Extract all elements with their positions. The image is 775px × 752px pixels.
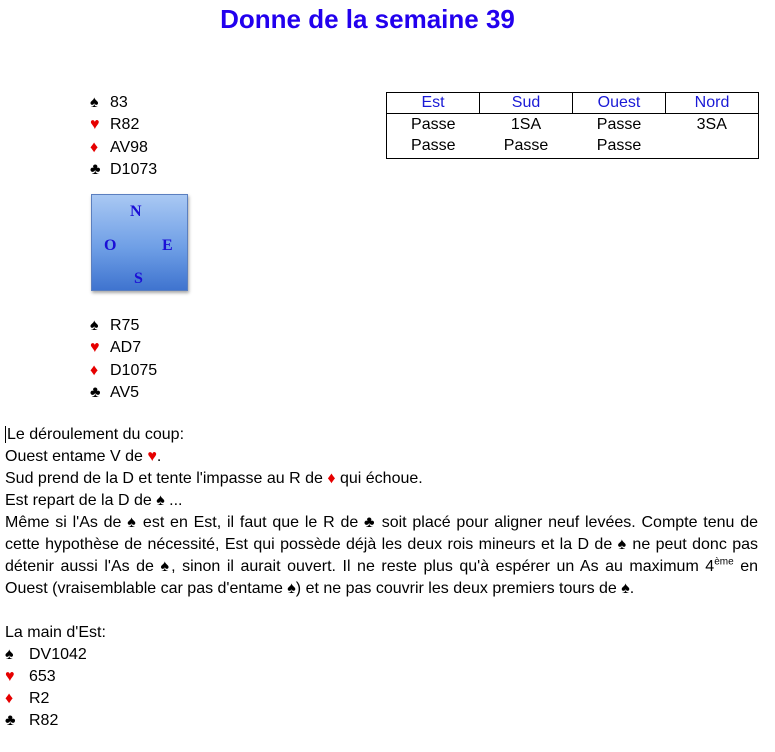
east-clubs-row <box>5 710 758 732</box>
club-icon: ♣ <box>90 161 101 179</box>
diamond-icon: ♦ <box>327 470 336 487</box>
club-icon: ♣ <box>90 384 101 402</box>
bid-cell: Passe <box>503 136 549 154</box>
page-title: Donne de la semaine 39 <box>220 4 515 34</box>
spade-icon: ♠ <box>160 558 172 575</box>
club-icon: ♣ <box>5 712 16 729</box>
east-hearts-row <box>5 666 758 688</box>
north-diamonds: AV98 <box>110 138 148 156</box>
north-hearts-row <box>90 114 157 136</box>
north-clubs-row <box>90 159 157 181</box>
spade-icon: ♠ <box>5 646 14 663</box>
south-hearts: AD7 <box>110 339 142 357</box>
diamond-icon: ♦ <box>90 361 99 379</box>
south-clubs: AV5 <box>110 384 140 402</box>
spade-icon: ♠ <box>621 580 630 597</box>
south-clubs-row <box>90 382 157 404</box>
north-diamonds-row <box>90 137 157 159</box>
north-hand <box>90 92 157 182</box>
bidding-header-ouest: Ouest <box>573 93 666 114</box>
east-clubs: R82 <box>29 712 59 729</box>
north-spades: 83 <box>110 94 128 111</box>
bid-cell: 3SA <box>696 115 727 133</box>
east-play-line: Est repart de la D de ♠ ... <box>5 492 183 509</box>
south-play-line: Sud prend de la D et tente l'impasse au R de ♦ qui échoue. <box>5 470 423 487</box>
south-diamonds-row <box>90 360 157 382</box>
diamond-icon: ♦ <box>5 690 14 707</box>
east-hearts: 653 <box>29 668 56 685</box>
east-hand-title: La main d'Est: <box>5 624 106 641</box>
heart-icon: ♥ <box>5 668 15 685</box>
compass-west: O <box>104 237 117 254</box>
bid-cell: Passe <box>411 115 456 133</box>
commentary-heading: Le déroulement du coup: <box>7 426 185 443</box>
heart-icon: ♥ <box>90 116 100 134</box>
text-cursor <box>5 426 6 443</box>
club-icon: ♣ <box>364 514 376 531</box>
lead-line: Ouest entame V de ♥. <box>5 448 162 465</box>
analysis-paragraph: Même si l'As de ♠ est en Est, il faut que le R de ♣ soit placé pour aligner neuf levées. Compte tenu de cette hypothèse de nécessité, Est qui possède déjà les deux rois mineurs et la D de ♠ ne peut donc pas détenir aussi l'As de ♠, sinon il aurait ouvert. Il ne reste plus qu'à espérer un As au maximum 4ème en Ouest (vraisemblable car pas d'entame ♠) et ne pas couvrir les deux premiers tours de ♠. <box>5 514 759 597</box>
spade-icon: ♠ <box>617 536 628 553</box>
north-hearts: R82 <box>110 116 140 134</box>
commentary[interactable] <box>5 424 758 732</box>
south-diamonds: D1075 <box>110 361 158 379</box>
bid-cell: Passe <box>596 115 642 133</box>
compass-box <box>91 194 188 291</box>
spade-icon: ♠ <box>90 317 99 334</box>
compass-south: S <box>134 270 143 287</box>
spade-icon: ♠ <box>127 514 138 531</box>
superscript-eme: ème <box>714 556 734 568</box>
bid-cell: Passe <box>411 136 456 154</box>
bid-cell: 1SA <box>510 115 542 133</box>
south-spades-row <box>90 315 157 337</box>
bidding-header-sud: Sud <box>480 93 573 114</box>
heart-icon: ♥ <box>147 448 157 465</box>
bidding-table <box>386 92 759 159</box>
east-hand <box>5 644 758 732</box>
compass-north: N <box>130 203 142 220</box>
spade-icon: ♠ <box>90 94 99 111</box>
bid-cell: Passe <box>596 136 642 154</box>
spacer <box>5 600 758 622</box>
south-hand <box>90 315 157 405</box>
spade-icon: ♠ <box>287 580 296 597</box>
compass-east: E <box>162 237 173 254</box>
east-spades-row <box>5 644 758 666</box>
east-diamonds-row <box>5 688 758 710</box>
bid-cell <box>666 135 759 159</box>
spade-icon: ♠ <box>156 492 165 509</box>
bidding-header-row <box>387 93 759 114</box>
bidding-header-est: Est <box>387 93 480 114</box>
south-spades: R75 <box>110 317 140 334</box>
east-diamonds: R2 <box>29 690 50 707</box>
north-clubs: D1073 <box>110 161 158 179</box>
table-row <box>387 135 759 159</box>
heart-icon: ♥ <box>90 339 100 357</box>
east-spades: DV1042 <box>29 646 87 663</box>
diamond-icon: ♦ <box>90 138 99 156</box>
table-row <box>387 114 759 136</box>
bidding-header-nord: Nord <box>666 93 759 114</box>
south-hearts-row <box>90 337 157 359</box>
north-spades-row <box>90 92 157 114</box>
